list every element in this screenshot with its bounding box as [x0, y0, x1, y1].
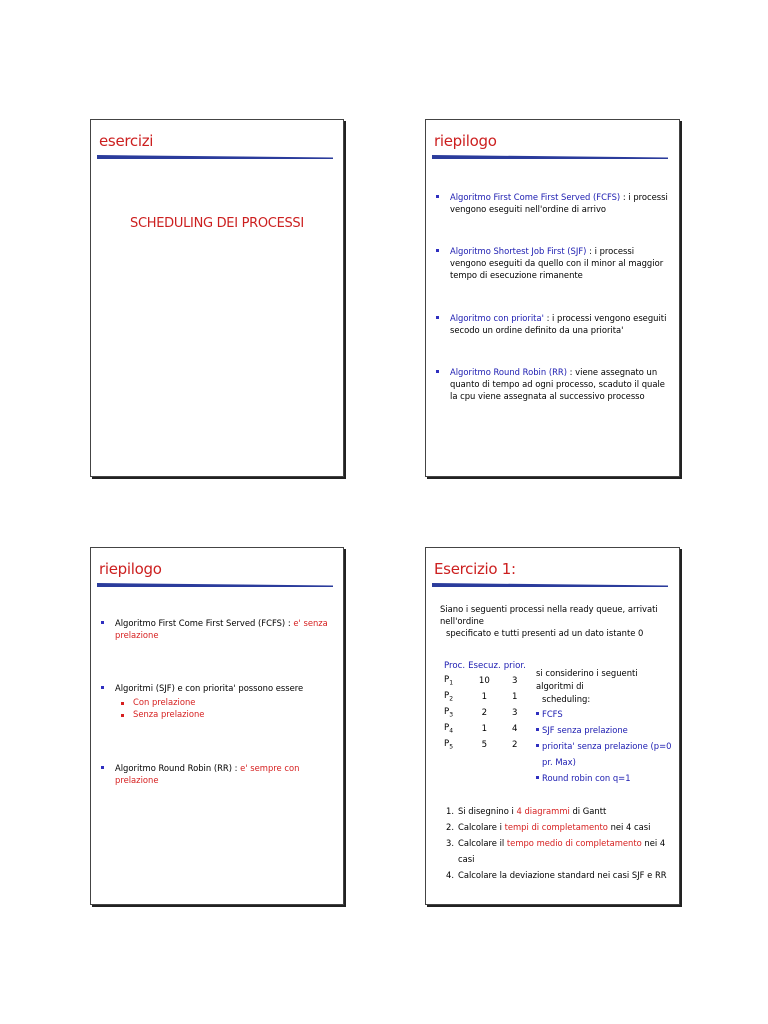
algorithm-name: Algoritmo Shortest Job First (SJF) [450, 246, 587, 256]
bullet-icon [101, 621, 104, 624]
priority: 4 [512, 724, 518, 734]
list-item [440, 819, 679, 835]
process-table [444, 661, 529, 753]
list-item [432, 245, 672, 281]
task-list [440, 803, 679, 883]
table-row [444, 737, 529, 753]
title-underline-bar [97, 153, 333, 161]
process-letter: P [444, 739, 450, 750]
list-item [432, 312, 672, 336]
sub-item-label: Senza prelazione [133, 709, 205, 719]
process-letter: P [444, 723, 450, 734]
slide-title: riepilogo [99, 560, 162, 578]
table-row [444, 705, 529, 721]
task-text: di Gantt [569, 806, 607, 816]
title-underline-bar [432, 153, 668, 161]
column-header: Proc. [444, 661, 466, 671]
list-item [440, 867, 679, 883]
process-index: 1 [449, 679, 454, 687]
algorithm-choice: FCFS [542, 709, 563, 719]
process-name [444, 721, 468, 737]
preemption-list [97, 617, 337, 786]
table-row [444, 689, 529, 705]
sub-item [97, 696, 337, 708]
title-underline-bar [432, 581, 668, 589]
process-name [444, 705, 468, 721]
process-letter: P [444, 691, 450, 702]
process-name [444, 737, 468, 753]
exec-time: 1 [481, 724, 488, 734]
list-item [432, 191, 672, 215]
table-row [444, 673, 529, 689]
sub-item [97, 708, 337, 720]
item-text: Algoritmo First Come First Served (FCFS) : [115, 618, 294, 628]
list-item [97, 617, 337, 641]
slide-esercizio-1 [425, 547, 680, 905]
list-item [536, 706, 676, 722]
exec-time: 2 [481, 708, 488, 718]
list-item [440, 803, 679, 819]
bullet-icon [436, 316, 439, 319]
process-index: 2 [449, 695, 454, 703]
header-line: scheduling: [542, 694, 591, 704]
slide-title: riepilogo [434, 132, 497, 150]
exec-time: 5 [481, 740, 488, 750]
process-index: 4 [449, 727, 454, 735]
slide-heading: SCHEDULING DEI PROCESSI [130, 216, 304, 231]
process-index: 3 [449, 711, 454, 719]
algorithm-name: Algoritmo Round Robin (RR) [450, 367, 568, 377]
bullet-icon [101, 686, 104, 689]
list-item [432, 366, 672, 402]
task-number: 3. [446, 838, 454, 848]
process-letter: P [444, 707, 450, 718]
task-text: nei 4 casi [458, 838, 666, 864]
exec-time: 1 [481, 692, 488, 702]
algorithm-choice: SJF senza prelazione [542, 725, 628, 735]
task-number: 4. [446, 870, 454, 880]
priority: 2 [512, 740, 518, 750]
header-line: si considerino i seguenti algoritmi di [536, 668, 638, 691]
list-item [97, 682, 337, 694]
algorithm-choices [536, 667, 676, 786]
title-underline-bar [97, 581, 333, 589]
bullet-icon [536, 728, 539, 731]
priority: 1 [512, 692, 518, 702]
algorithm-desc: : i processi vengono eseguiti nell'ordine di arrivo [450, 192, 668, 214]
slide-riepilogo-algoritmi [425, 119, 680, 477]
bullet-icon [436, 370, 439, 373]
slide-riepilogo-prelazione [90, 547, 344, 905]
algorithm-desc: : viene assegnato un quanto di tempo ad ogni processo, scaduto il quale la cpu viene assegnata al successivo processo [450, 367, 665, 401]
slide-esercizi [90, 119, 344, 477]
task-text: Si disegnino i [458, 806, 517, 816]
bullet-icon [536, 744, 539, 747]
algorithm-name: Algoritmo con priorita' [450, 313, 544, 323]
algorithm-choice: priorita' senza prelazione (p=0 pr. Max) [542, 741, 672, 767]
algorithm-choices-header [536, 667, 676, 706]
sub-item-label: Con prelazione [133, 697, 196, 707]
slide-title: Esercizio 1: [434, 560, 516, 578]
task-highlight: tempo medio di completamento [506, 838, 642, 848]
bullet-icon [121, 702, 124, 705]
bullet-icon [536, 712, 539, 715]
task-text: Calcolare i [458, 822, 505, 832]
slide-title: esercizi [99, 132, 154, 150]
algorithm-desc: : i processi vengono eseguiti da quello con il minor al maggior tempo di esecuzione rimanente [450, 246, 664, 280]
column-header: Esecuz. [468, 661, 501, 671]
bullet-icon [536, 776, 539, 779]
list-item [536, 770, 676, 786]
intro-line: specificato e tutti presenti ad un dato istante 0 [446, 628, 644, 638]
item-highlight: e' sempre con prelazione [115, 763, 300, 785]
exec-time: 10 [478, 676, 490, 686]
task-highlight: tempi di completamento [504, 822, 608, 832]
item-text: Algoritmo Round Robin (RR) : [115, 763, 241, 773]
item-highlight: e' senza prelazione [115, 618, 328, 640]
task-highlight: 4 diagrammi [516, 806, 570, 816]
column-header: prior. [503, 661, 526, 671]
priority: 3 [512, 676, 518, 686]
list-item [440, 835, 679, 867]
algorithm-desc: : i processi vengono eseguiti secodo un ordine definito da una priorita' [450, 313, 667, 335]
task-text: Calcolare il [458, 838, 507, 848]
list-item [536, 722, 676, 738]
bullet-icon [101, 766, 104, 769]
task-text: Calcolare la deviazione standard nei casi SJF e RR [458, 870, 667, 880]
exercise-intro [440, 603, 670, 639]
table-row [444, 721, 529, 737]
process-letter: P [444, 675, 450, 686]
algorithm-choice: Round robin con q=1 [542, 773, 631, 783]
bullet-icon [436, 249, 439, 252]
algorithm-list [432, 191, 672, 432]
bullet-icon [121, 714, 124, 717]
task-number: 1. [446, 806, 454, 816]
bullet-icon [436, 195, 439, 198]
priority: 3 [512, 708, 518, 718]
process-index: 5 [449, 743, 454, 751]
item-text: Algoritmi (SJF) e con priorita' possono essere [115, 683, 304, 693]
algorithm-name: Algoritmo First Come First Served (FCFS) [450, 192, 621, 202]
task-number: 2. [446, 822, 454, 832]
intro-line: Siano i seguenti processi nella ready queue, arrivati nell'ordine [440, 604, 658, 626]
process-name [444, 689, 468, 705]
task-text: nei 4 casi [607, 822, 651, 832]
process-name [444, 673, 468, 689]
list-item [536, 738, 676, 770]
list-item [97, 762, 337, 786]
